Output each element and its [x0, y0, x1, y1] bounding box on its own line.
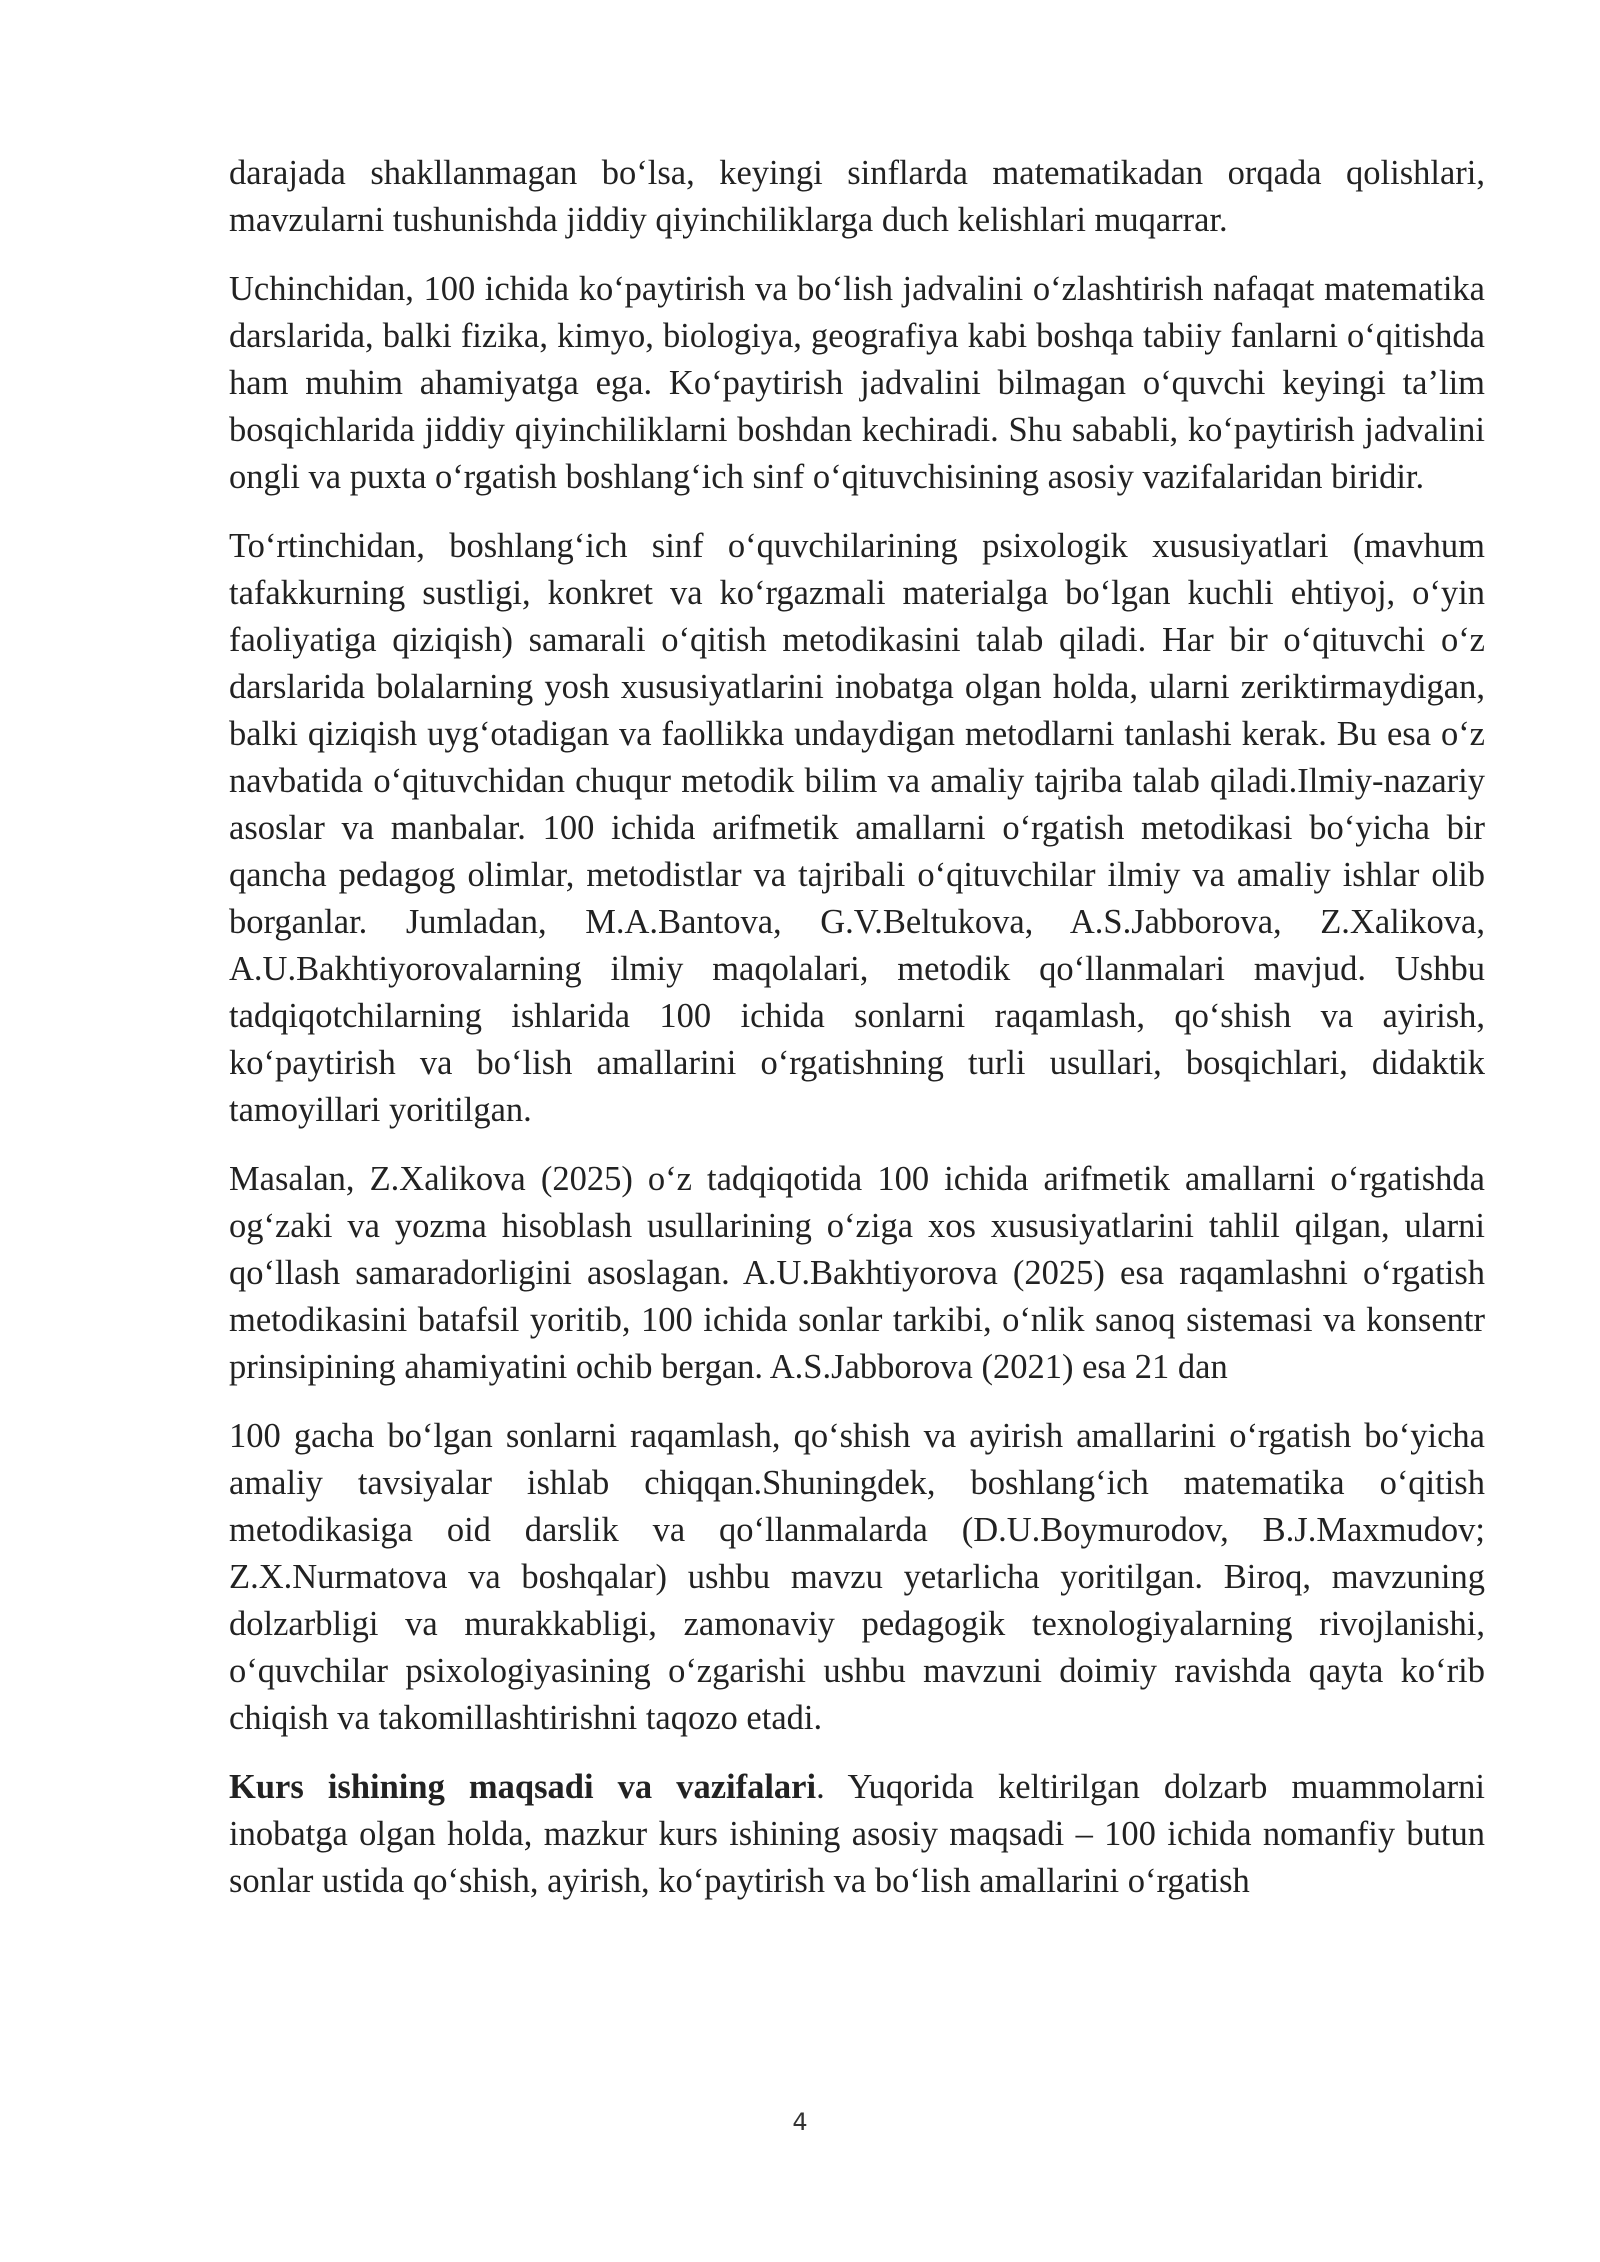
paragraph-masalan: Masalan, Z.Xalikova (2025) o‘z tadqiqotida 100 ichida arifmetik amallarni o‘rgatishda og‘zaki va yozma hisoblash usullarining o‘ziga xos xususiyatlarini tahlil qilgan, ularni qo‘llash samaradorligini asoslagan. A.U.Bakhtiyorova (2025) esa raqamlashni o‘rgatish metodikasini batafsil yoritib, 100 ichida sonlar tarkibi, o‘nlik sanoq sistemasi va konsentr prinsipining ahamiyatini ochib bergan. A.S.Jabborova (2021) esa 21 dan: [229, 1160, 1485, 1386]
goal-section-heading: Kurs ishining maqsadi va vazifalari: [229, 1768, 817, 1806]
paragraph-intro-continuation: darajada shakllanmagan bo‘lsa, keyingi sinflarda matematikadan orqada qolishlari, mavzularni tushunishda jiddiy qiyinchiliklarga duch kelishlari muqarrar.: [229, 154, 1485, 239]
page-number: 4: [792, 2108, 808, 2136]
paragraph-goal-section: [229, 1764, 1485, 1905]
paragraph-100-gacha: 100 gacha bo‘lgan sonlarni raqamlash, qo‘shish va ayirish amallarini o‘rgatish bo‘yicha amaliy tavsiyalar ishlab chiqqan.Shuningdek, boshlang‘ich matematika o‘qitish metodikasiga oid darslik va qo‘llanmalarda (D.U.Boymurodov, B.J.Maxmudov; Z.X.Nurmatova va boshqalar) ushbu mavzu yetarlicha yoritilgan. Biroq, mavzuning dolzarbligi va murakkabligi, zamonaviy pedagogik texnologiyalarning rivojlanishi, o‘quvchilar psixologiyasining o‘zgarishi ushbu mavzuni doimiy ravishda qayta ko‘rib chiqish va takomillashtirishni taqozo etadi.: [229, 1417, 1485, 1737]
paragraph-uchinchidan: Uchinchidan, 100 ichida ko‘paytirish va bo‘lish jadvalini o‘zlashtirish nafaqat matematika darslarida, balki fizika, kimyo, biologiya, geografiya kabi boshqa tabiiy fanlarni o‘qitishda ham muhim ahamiyatga ega. Ko‘paytirish jadvalini bilmagan o‘quvchi keyingi ta’lim bosqichlarida jiddiy qiyinchiliklarni boshdan kechiradi. Shu sababli, ko‘paytirish jadvalini ongli va puxta o‘rgatish boshlang‘ich sinf o‘qituvchisining asosiy vazifalaridan biridir.: [229, 270, 1485, 496]
goal-section-text: . Yuqorida keltirilgan dolzarb muammolarni inobatga olgan holda, mazkur kurs ishining asosiy maqsadi – 100 ichida nomanfiy butun sonlar ustida qo‘shish, ayirish, ko‘paytirish va bo‘lish amallarini o‘rgatish: [229, 1768, 1486, 1900]
document-page: [229, 150, 1485, 1927]
paragraph-tortinchidan: To‘rtinchidan, boshlang‘ich sinf o‘quvchilarining psixologik xususiyatlari (mavhum tafakkurning sustligi, konkret va ko‘rgazmali materialga bo‘lgan kuchli ehtiyoj, o‘yin faoliyatiga qiziqish) samarali o‘qitish metodikasini talab qiladi. Har bir o‘qituvchi o‘z darslarida bolalarning yosh xususiyatlarini inobatga olgan holda, ularni zeriktirmaydigan, balki qiziqish uyg‘otadigan va faollikka undaydigan metodlarni tanlashi kerak. Bu esa o‘z navbatida o‘qituvchidan chuqur metodik bilim va amaliy tajriba talab qiladi.Ilmiy-nazariy asoslar va manbalar. 100 ichida arifmetik amallarni o‘rgatish metodikasi bo‘yicha bir qancha pedagog olimlar, metodistlar va tajribali o‘qituvchilar ilmiy va amaliy ishlar olib borganlar. Jumladan, M.A.Bantova, G.V.Beltukova, A.S.Jabborova, Z.Xalikova, A.U.Bakhtiyorovalarning ilmiy maqolalari, metodik qo‘llanmalari mavjud. Ushbu tadqiqotchilarning ishlarida 100 ichida sonlarni raqamlash, qo‘shish va ayirish, ko‘paytirish va bo‘lish amallarini o‘rgatishning turli usullari, bosqichlari, didaktik tamoyillari yoritilgan.: [229, 527, 1485, 1129]
